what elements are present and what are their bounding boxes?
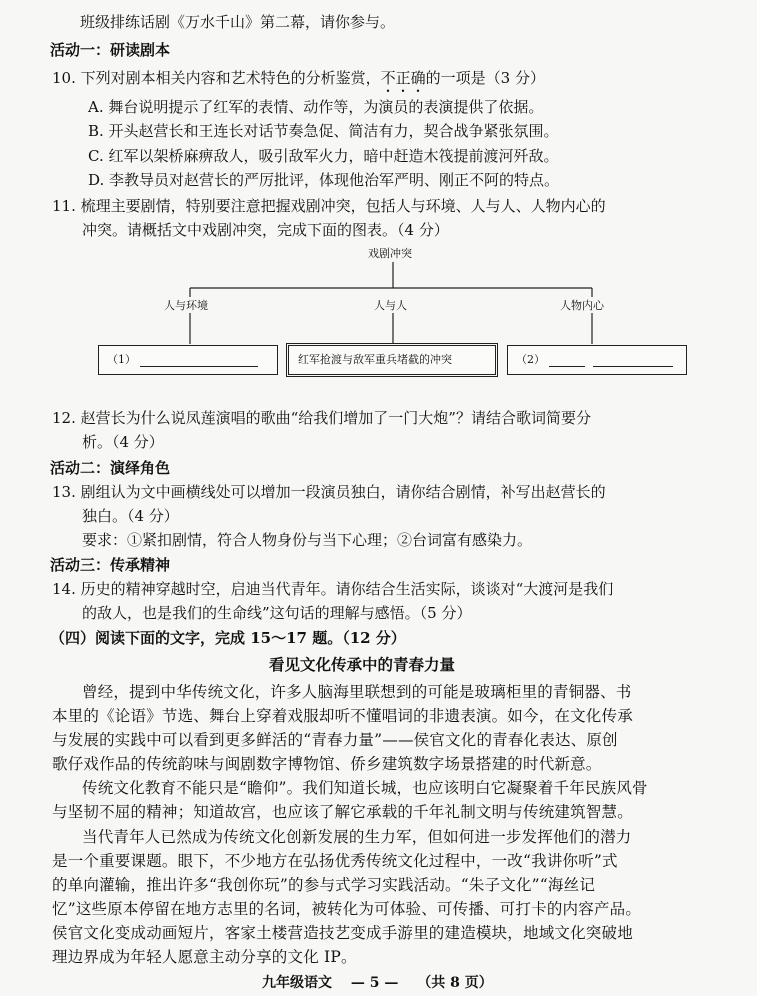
footer-total-pages: （共 8 页） (417, 975, 493, 991)
diagram-box-1-label: （1） (107, 353, 136, 366)
q12-line1: 12. 赵营长为什么说凤莲演唱的歌曲“给我们增加了一门大炮”？请结合歌词简要分 (52, 409, 591, 427)
diagram-box-2 (288, 345, 496, 375)
article-line: 的单向灌输，推出许多“我创你玩”的参与式学习实践活动。“朱子文化”“海丝记 (52, 876, 596, 894)
q10-option-a: A. 舞台说明提示了红军的表情、动作等，为演员的表演提供了依据。 (88, 98, 544, 116)
q10-option-c: C. 红军以架桥麻痹敌人，吸引敌军火力，暗中赶造木筏提前渡河歼敌。 (88, 147, 559, 165)
section4-heading: （四）阅读下面的文字，完成 15～17 题。（12 分） (50, 629, 406, 647)
q10-stem-b: 的一项是（3 分） (425, 69, 545, 87)
q14-line2: 的敌人，也是我们的生命线”这句话的理解与感悟。（5 分） (82, 604, 472, 622)
diagram-branch-inner: 人物内心 (560, 299, 604, 312)
article-line: 曾经，提到中华传统文化，许多人脑海里联想到的可能是玻璃柜里的青铜器、书 (82, 683, 632, 701)
answer-blank-2b[interactable] (593, 354, 673, 367)
diagram-branch-people: 人与人 (374, 299, 407, 312)
diagram-branch-env: 人与环境 (164, 299, 208, 312)
article-line: 与坚韧不屈的精神；知道故宫，也应该了解它承载的千年礼制文明与传统建筑智慧。 (52, 803, 633, 821)
q10-stem-a: 10. 下列对剧本相关内容和艺术特色的分析鉴赏， (52, 69, 381, 87)
activity2-heading: 活动二：演绎角色 (50, 459, 171, 477)
q13-line2: 独白。（4 分） (82, 507, 179, 525)
diagram-box-3-label: （2） (516, 353, 545, 366)
diagram-box-3 (507, 345, 687, 375)
intro-text: 班级排练话剧《万水千山》第二幕，请你参与。 (80, 13, 396, 31)
article-line: 当代青年人已然成为传统文化创新发展的生力军，但如何进一步发挥他们的潜力 (82, 828, 632, 846)
article-line: 歌仔戏作品的传统韵味与闽剧数字博物馆、侨乡建筑数字场景搭建的时代新意。 (52, 755, 602, 773)
article-line: 忆”这些原本停留在地方志里的名词，被转化为可体验、可传播、可打卡的内容产品。 (52, 900, 642, 918)
article-line: 本里的《论语》节选、舞台上穿着戏服却听不懂唱词的非遗表演。如今，在文化传承 (52, 707, 633, 725)
q10-option-b: B. 开头赵营长和王连长对话节奏急促、简洁有力，契合战争紧张氛围。 (88, 122, 559, 140)
article-line: 是一个重要课题。眼下，不少地方在弘扬优秀传统文化过程中，一改“我讲你听”式 (52, 852, 618, 870)
article-title: 看见文化传承中的青春力量 (269, 655, 456, 674)
article-line: 与发展的实践中可以看到更多鲜活的“青春力量”——侯官文化的青春化表达、原创 (52, 731, 618, 749)
activity3-heading: 活动三：传承精神 (50, 556, 171, 574)
article-line: 传统文化教育不能只是“瞻仰”。我们知道长城，也应该明白它凝聚着千年民族风骨 (82, 779, 648, 797)
diagram-box-1 (98, 345, 278, 375)
diagram-connectors (0, 0, 757, 400)
page-footer (262, 974, 493, 992)
article-line: 侯官文化变成动画短片，客家土楼营造技艺变成手游里的建造模块，地域文化突破地 (52, 924, 633, 942)
diagram-root-label: 戏剧冲突 (368, 247, 412, 260)
answer-blank-1[interactable] (140, 354, 258, 367)
article-line: 理边界成为年轻人愿意主动分享的文化 IP。 (52, 948, 357, 966)
q14-line1: 14. 历史的精神穿越时空，启迪当代青年。请你结合生活实际，谈谈对“大渡河是我们 (52, 580, 614, 598)
diagram-box-2-label: 红军抢渡与敌军重兵堵截的冲突 (298, 353, 452, 366)
answer-blank-2a[interactable] (549, 354, 585, 367)
q11-line1: 11. 梳理主要剧情，特别要注意把握戏剧冲突，包括人与环境、人与人、人物内心的 (52, 197, 606, 215)
q10-option-d: D. 李教导员对赵营长的严厉批评，体现他治军严明、刚正不阿的特点。 (88, 171, 560, 189)
q11-line2: 冲突。请概括文中戏剧冲突，完成下面的图表。（4 分） (82, 221, 449, 239)
q13-requirements: 要求：①紧扣剧情，符合人物身份与当下心理；②台词富有感染力。 (82, 531, 533, 549)
q10-stem-emph: 不正确 (380, 69, 426, 87)
q13-line1: 13. 剧组认为文中画横线处可以增加一段演员独白，请你结合剧情，补写出赵营长的 (52, 483, 606, 501)
activity1-heading: 活动一：研读剧本 (50, 41, 171, 59)
q12-line2: 析。（4 分） (82, 433, 164, 451)
footer-page-number: — 5 — (350, 975, 399, 991)
footer-subject: 九年级语文 (262, 975, 332, 991)
